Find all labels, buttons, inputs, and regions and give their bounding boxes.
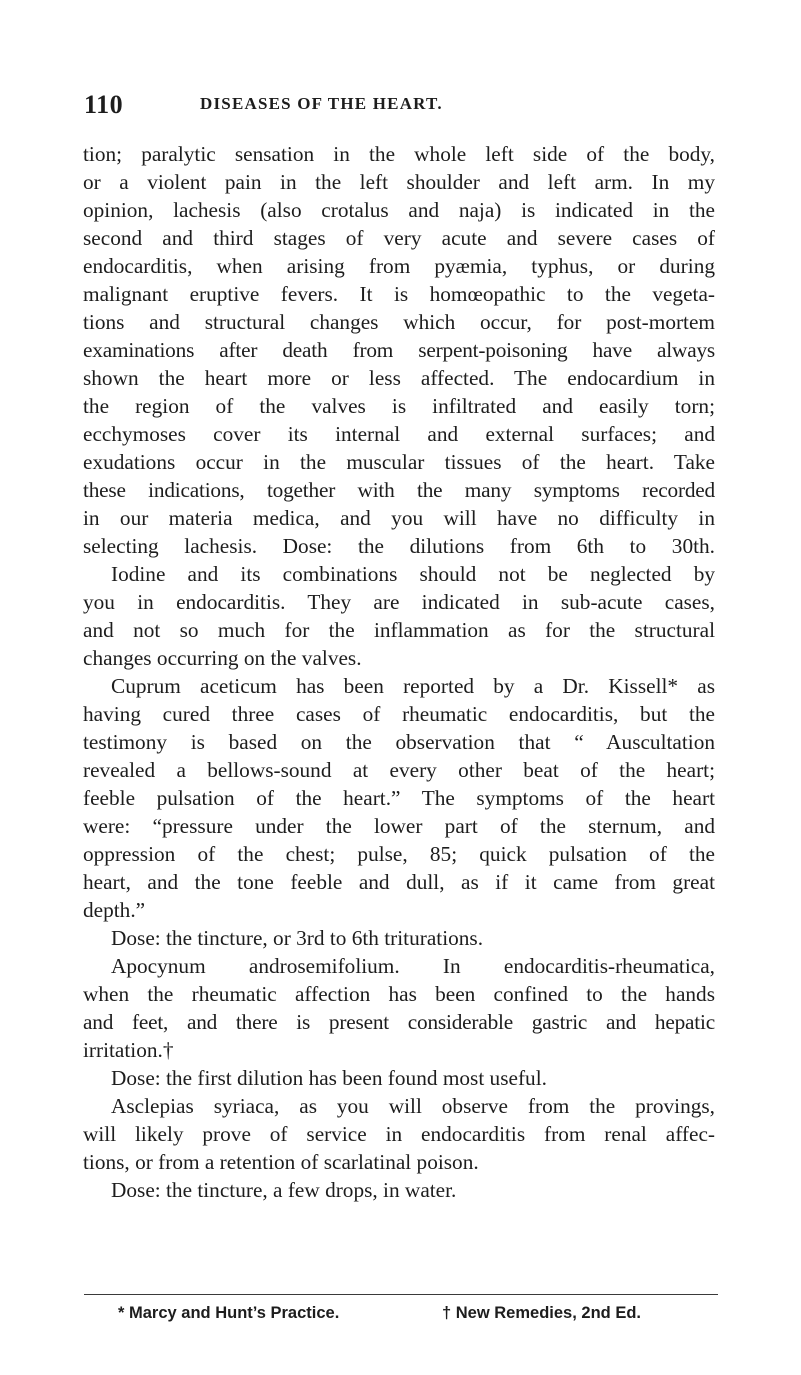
text-line: exudations occur in the muscular tissues of the heart. Take: [83, 450, 715, 474]
text-line: Iodine and its combinations should not be neglected by: [111, 562, 715, 586]
text-line: will likely prove of service in endocarditis from renal affec-: [83, 1122, 715, 1146]
body-text: [83, 140, 715, 1204]
text-line: were: “pressure under the lower part of the sternum, and: [83, 814, 715, 838]
text-line: selecting lachesis. Dose: the dilutions from 6th to 30th.: [83, 534, 715, 558]
text-line: tions, or from a retention of scarlatinal poison.: [83, 1150, 479, 1174]
footnotes: [118, 1302, 718, 1324]
footnote-marcy-hunt: * Marcy and Hunt’s Practice.: [118, 1304, 340, 1322]
text-line: and not so much for the inflammation as for the structural: [83, 618, 715, 642]
text-line: Dose: the tincture, a few drops, in water.: [111, 1178, 457, 1202]
running-head: DISEASES OF THE HEART.: [200, 94, 443, 113]
text-line: heart, and the tone feeble and dull, as if it came from great: [83, 870, 715, 894]
text-line: irritation.†: [83, 1038, 174, 1062]
text-line: having cured three cases of rheumatic endocarditis, but the: [83, 702, 715, 726]
text-line: Cuprum aceticum has been reported by a Dr. Kissell* as: [111, 674, 715, 698]
text-line: examinations after death from serpent-poisoning have always: [83, 338, 715, 362]
text-line: tion; paralytic sensation in the whole left side of the body,: [83, 142, 715, 166]
text-line: you in endocarditis. They are indicated in sub-acute cases,: [83, 590, 715, 614]
text-line: Apocynum androsemifolium. In endocarditis-rheumatica,: [111, 954, 715, 978]
footnote-new-remedies: † New Remedies, 2nd Ed.: [442, 1304, 641, 1322]
text-line: when the rheumatic affection has been confined to the hands: [83, 982, 715, 1006]
text-line: depth.”: [83, 898, 146, 922]
text-line: testimony is based on the observation that “ Auscultation: [83, 730, 715, 754]
text-line: the region of the valves is infiltrated and easily torn;: [83, 394, 715, 418]
text-line: revealed a bellows-sound at every other beat of the heart;: [83, 758, 715, 782]
page-header: [84, 90, 714, 119]
text-line: shown the heart more or less affected. The endocardium in: [83, 366, 715, 390]
text-line: these indications, together with the many symptoms recorded: [83, 478, 715, 502]
text-line: second and third stages of very acute and severe cases of: [83, 226, 715, 250]
text-line: oppression of the chest; pulse, 85; quick pulsation of the: [83, 842, 715, 866]
text-line: malignant eruptive fevers. It is homœopathic to the vegeta-: [83, 282, 715, 306]
footnote-rule: [84, 1294, 718, 1295]
text-line: Dose: the tincture, or 3rd to 6th triturations.: [111, 926, 484, 950]
text-line: tions and structural changes which occur, for post-mortem: [83, 310, 715, 334]
text-line: changes occurring on the valves.: [83, 646, 362, 670]
text-line: endocarditis, when arising from pyæmia, typhus, or during: [83, 254, 715, 278]
text-line: in our materia medica, and you will have no difficulty in: [83, 506, 715, 530]
text-line: Dose: the first dilution has been found most useful.: [111, 1066, 547, 1090]
text-line: ecchymoses cover its internal and external surfaces; and: [83, 422, 715, 446]
text-line: Asclepias syriaca, as you will observe from the provings,: [111, 1094, 715, 1118]
text-line: and feet, and there is present considerable gastric and hepatic: [83, 1010, 715, 1034]
text-line: or a violent pain in the left shoulder and left arm. In my: [83, 170, 715, 194]
text-line: opinion, lachesis (also crotalus and naja) is indicated in the: [83, 198, 715, 222]
page-number: 110: [84, 90, 124, 119]
text-line: feeble pulsation of the heart.” The symptoms of the heart: [83, 786, 715, 810]
